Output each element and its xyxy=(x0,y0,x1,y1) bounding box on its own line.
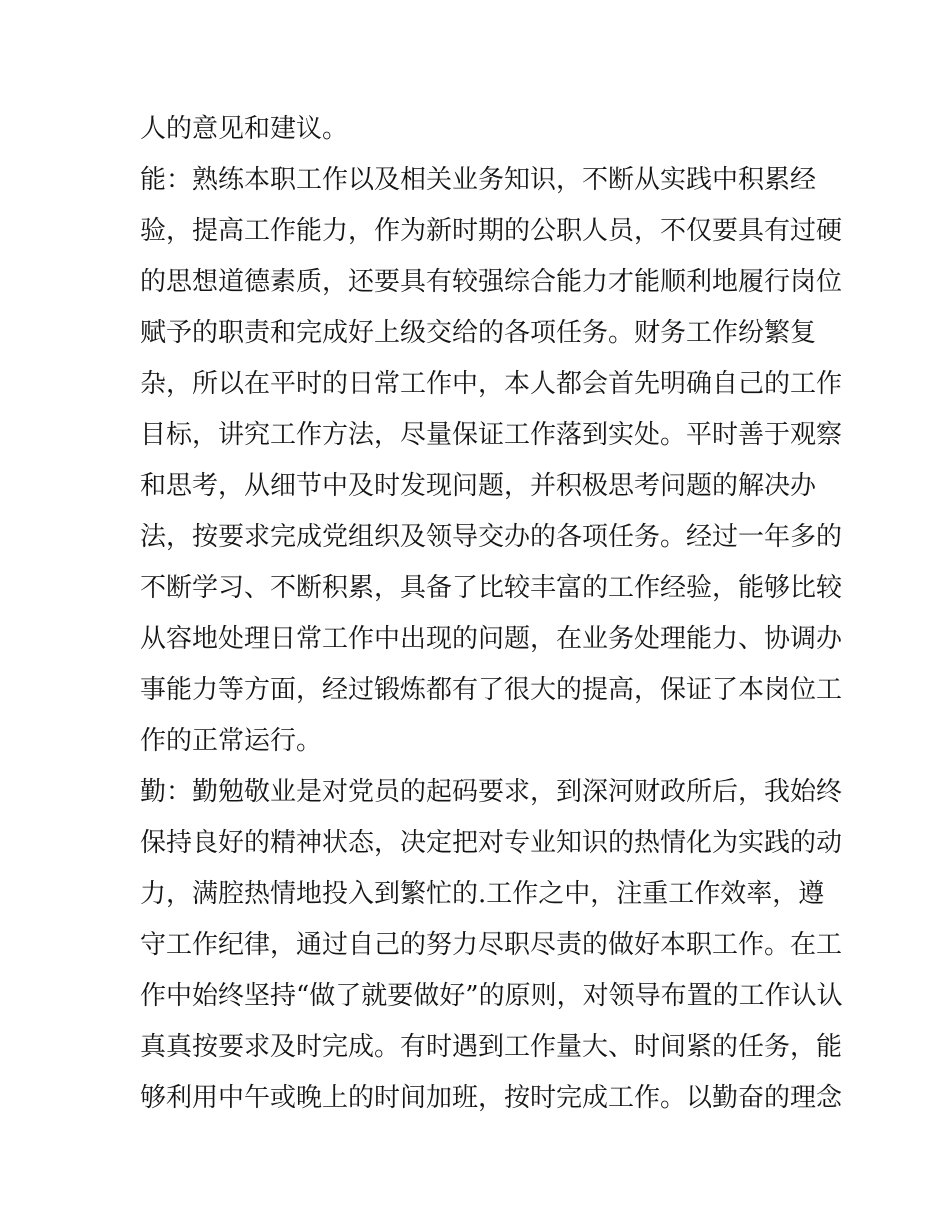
text-line: 够利用中午或晚上的时间加班，按时完成工作。以勤奋的理念 xyxy=(140,1083,843,1113)
text-line: 目标，讲究工作方法，尽量保证工作落到实处。平时善于观察 xyxy=(140,420,843,450)
text-line: 保持良好的精神状态，决定把对专业知识的热情化为实践的动 xyxy=(140,828,843,858)
text-line: 从容地处理日常工作中出现的问题，在业务处理能力、协调办 xyxy=(140,624,843,654)
text-line: 作中始终坚持“做了就要做好”的原则，对领导布置的工作认认 xyxy=(140,981,843,1011)
text-line: 赋予的职责和完成好上级交给的各项任务。财务工作纷繁复 xyxy=(140,318,817,348)
text-line: 力，满腔热情地投入到繁忙的.工作之中，注重工作效率，遵 xyxy=(140,879,825,909)
text-line: 验，提高工作能力，作为新时期的公职人员，不仅要具有过硬 xyxy=(140,216,843,246)
document-body xyxy=(140,104,843,1124)
text-line: 事能力等方面，经过锻炼都有了很大的提高，保证了本岗位工 xyxy=(140,675,843,705)
text-line: 能：熟练本职工作以及相关业务知识，不断从实践中积累经 xyxy=(140,165,817,195)
text-line: 不断学习、不断积累，具备了比较丰富的工作经验，能够比较 xyxy=(140,573,843,603)
text-line: 守工作纪律，通过自己的努力尽职尽责的做好本职工作。在工 xyxy=(140,930,843,960)
text-line: 和思考，从细节中及时发现问题，并积极思考问题的解决办 xyxy=(140,471,817,501)
text-line: 作的正常运行。 xyxy=(140,726,323,756)
text-line: 的思想道德素质，还要具有较强综合能力才能顺利地履行岗位 xyxy=(140,267,843,297)
text-line: 法，按要求完成党组织及领导交办的各项任务。经过一年多的 xyxy=(140,522,843,552)
text-line: 真真按要求及时完成。有时遇到工作量大、时间紧的任务，能 xyxy=(140,1032,843,1062)
text-line: 杂，所以在平时的日常工作中，本人都会首先明确自己的工作 xyxy=(140,369,843,399)
text-line: 勤：勤勉敬业是对党员的起码要求，到深河财政所后，我始终 xyxy=(140,777,843,807)
text-line: 人的意见和建议。 xyxy=(140,114,349,144)
